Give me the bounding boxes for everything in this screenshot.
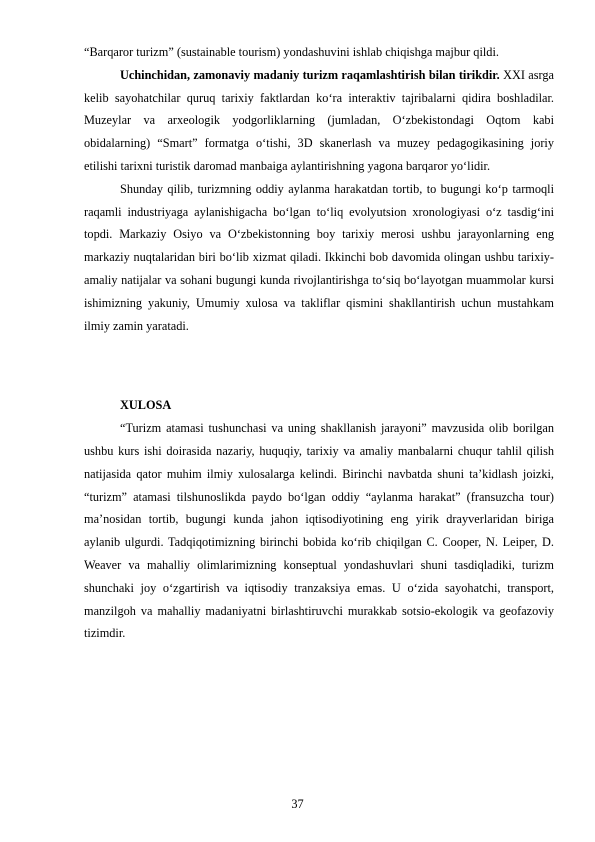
page-number: 37 xyxy=(291,797,304,811)
body-paragraph-2 xyxy=(84,64,554,178)
section-spacer xyxy=(84,337,554,394)
paragraph-text: XXI asrga kelib sayohatchilar quruq tarixiy faktlardan ko‘ra interaktiv tajribalarni qidira boshladilar. Muzeylar va arxeologik yodgorliklarning (jumladan, O‘zbekistondagi Oqtom kabi obidalarning) “Smart” formatga o‘tishi, 3D skanerlash va muzey pedagogikasining joriy etilishi tarixni turistik daromad manbaiga aylantirishning yagona barqaror yo‘lidir. xyxy=(84,67,554,173)
section-heading: XULOSA xyxy=(120,398,172,413)
conclusion-paragraph-1: “Turizm atamasi tushunchasi va uning shakllanish jarayoni” mavzusida olib borilgan ushbu kurs ishi doirasida nazariy, huquqiy, tarixiy va amaliy manbalarni chuqur tahlil qilish natijasida qator muhim ilmiy xulosalarga kelindi. Birinchi navbatda shuni ta’kidlash joizki, “turizm” atamasi tilshunoslikda paydo bo‘lgan oddiy “aylanma harakat” (fransuzcha tour) ma’nosidan tortib, bugungi kunda jahon iqtisodiyotining eng yirik drayverlaridan biriga aylanib ulgurdi. Tadqiqotimizning birinchi bobida ko‘rib chiqilgan C. Cooper, N. Leiper, D. Weaver va mahalliy olimlarimizning konseptual yondashuvlari shuni tasdiqladiki, turizm shunchaki joy o‘zgartirish va iqtisodiy tranzaksiya emas. U o‘zida sayohatchi, transport, manzilgoh va mahalliy madaniyatni birlashtiruvchi murakkab sotsio-ekologik va geofazoviy tizimdir. xyxy=(84,421,554,641)
body-paragraph-1: “Barqaror turizm” (sustainable tourism) yondashuvini ishlab chiqishga majbur qildi. xyxy=(84,45,499,59)
body-paragraph-3: Shunday qilib, turizmning oddiy aylanma harakatdan tortib, to bugungi ko‘p tarmoqli raqamli industriyaga aylanishigacha bo‘lgan to‘liq evolyutsion xronologiyasi o‘z tasdig‘ini topdi. Markaziy Osiyo va O‘zbekistonning boy tarixiy merosi ushbu jarayonlarning eng markaziy nuqtalaridan biri bo‘lib xizmat qiladi. Ikkinchi bob davomida olingan ushbu tarixiy-amaliy natijalar va sohani bugungi kunda rivojlantirishga to‘siq bo‘layotgan muammolar kursi ishimizning yakuniy, Umumiy xulosa va takliflar qismini shakllantirish uchun mustahkam ilmiy zamin yaratadi. xyxy=(84,181,554,333)
document-page xyxy=(84,41,554,645)
paragraph-bold-lead: Uchinchidan, zamonaviy madaniy turizm raqamlashtirish bilan tirikdir. xyxy=(120,67,500,82)
